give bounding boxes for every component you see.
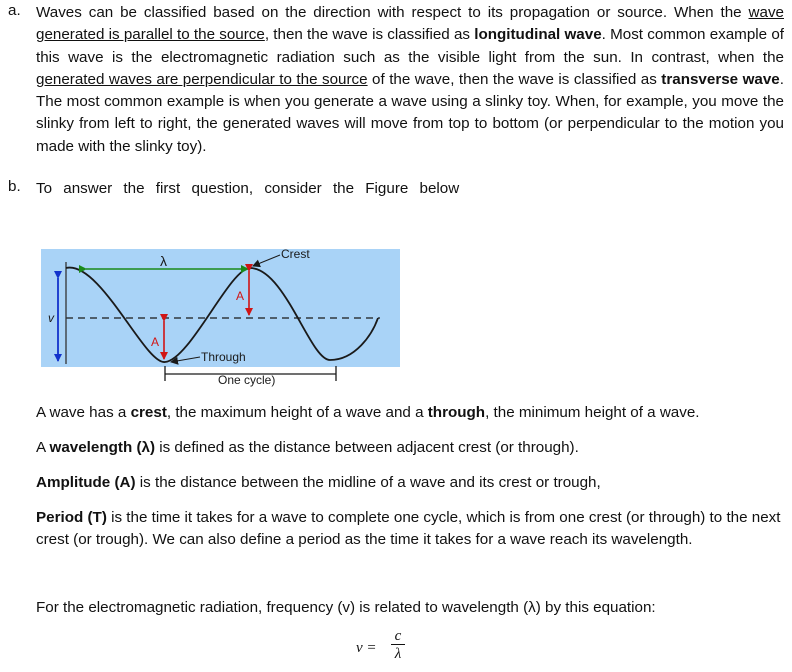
em-radiation-line: For the electromagnetic radiation, frequency (v) is related to wavelength (λ) by this equation: bbox=[36, 599, 656, 616]
amplitude-label-bottom: A bbox=[151, 335, 160, 349]
equation-fraction bbox=[390, 628, 406, 663]
underlined-phrase: generated waves are perpendicular to the source bbox=[36, 70, 368, 88]
term-transverse: transverse wave bbox=[661, 70, 780, 88]
velocity-label: v bbox=[48, 311, 54, 325]
amplitude-label-top: A bbox=[236, 289, 245, 303]
term-longitudinal: longitudinal wave bbox=[474, 26, 602, 44]
trough-label: Through bbox=[201, 350, 246, 364]
equation-lhs: v = bbox=[356, 640, 377, 656]
cycle-label: One cycle) bbox=[218, 373, 276, 387]
underlined-phrase: wave generated is parallel to the source bbox=[36, 4, 784, 44]
crest-label: Crest bbox=[281, 247, 310, 261]
list-marker-a: a. bbox=[8, 2, 21, 19]
equation-denominator: λ bbox=[394, 646, 402, 662]
list-marker-b: b. bbox=[8, 178, 21, 195]
definition-crest: A wave has a crest, the maximum height of a wave and a through, the minimum height of a wave. bbox=[36, 404, 700, 421]
equation-numerator: c bbox=[394, 628, 402, 644]
item-a-text: Waves can be classified based on the direction with respect to its propagation or source. When the wave generated is parallel to the source, then the wave is classified as longitudinal wave. Most common example of this wave is the electromagnetic radiation such as the visible light from the sun. In contrast, when the generated waves are perpendicular to the source of the wave, then the wave is classified as transverse wave. The most common example is when you generate a wave using a slinky toy. When, for example, you move the slinky from left to right, the generated waves will move from top to bottom (or perpendicular to the motion you made with the slinky toy). bbox=[36, 4, 784, 155]
definition-wavelength: A wavelength (λ) is defined as the distance between adjacent crest (or through). bbox=[36, 439, 579, 456]
item-b-text: To answer the first question, consider the Figure below bbox=[36, 180, 460, 197]
lambda-label: λ bbox=[160, 253, 167, 269]
definition-amplitude: Amplitude (A) is the distance between the midline of a wave and its crest or trough, bbox=[36, 474, 601, 491]
definition-period: Period (T) is the time it takes for a wave to complete one cycle, which is from one crest (or through) to the next crest (or trough). We can also define a period as the time it takes for a wave reach its wavelength. bbox=[36, 509, 781, 548]
